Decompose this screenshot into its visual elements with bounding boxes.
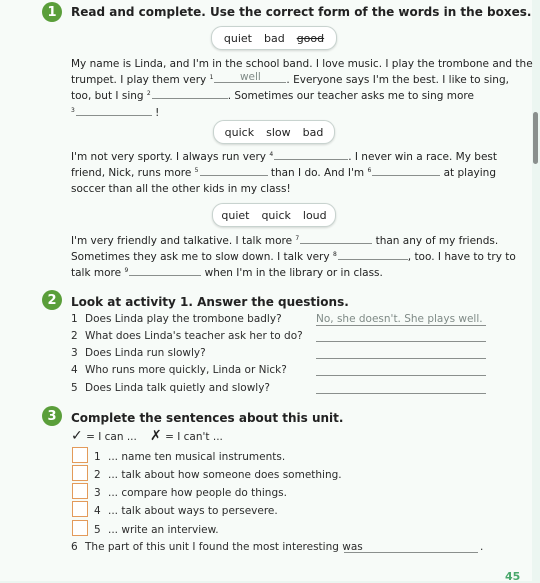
activity-1-heading: Read and complete. Use the correct form of the words in the boxes. — [71, 5, 532, 19]
word-box-word: bad — [263, 31, 285, 45]
answer-blank-1[interactable] — [214, 72, 286, 83]
blank-number: 1 — [209, 74, 214, 81]
answer-blank-7[interactable] — [300, 233, 372, 244]
blank-number: 6 — [367, 167, 372, 174]
check-icon: ✓ — [71, 428, 83, 444]
paragraph-1-line-2: trumpet. I play them very $^1$ well . Everyone says I'm the best. I like to sing, — [71, 71, 509, 86]
word-box-word: quiet — [221, 208, 250, 222]
word-box-word-crossed: good — [296, 31, 325, 45]
answer-blank-2[interactable] — [152, 88, 228, 99]
question-2: 2 What does Linda's teacher ask her to do? — [71, 330, 303, 342]
blank-number: 5 — [194, 167, 199, 174]
can-do-item-5: 5 ... write an interview. — [94, 524, 219, 536]
question-6: 6 The part of this unit I found the most interesting was — [71, 541, 363, 553]
scrollbar[interactable] — [533, 112, 538, 164]
answer-blank-5[interactable] — [200, 165, 268, 176]
answer-line-4[interactable] — [316, 375, 486, 376]
paragraph-3-line-1: I'm very friendly and talkative. I talk more $^7$ than any of my friends. — [71, 235, 499, 247]
blank-number: 9 — [124, 267, 129, 274]
activity-3-badge: 3 — [42, 406, 62, 426]
checkbox-5[interactable] — [72, 520, 88, 536]
blank-number: 2 — [146, 90, 151, 97]
sample-answer-1: No, she doesn't. She plays well. — [316, 313, 483, 325]
word-box-word: bad — [302, 125, 324, 139]
word-box-word: quick — [261, 208, 291, 222]
answer-blank-4[interactable] — [274, 149, 348, 160]
key-can: ✓ = I can ... — [71, 428, 137, 444]
paragraph-2-line-3: soccer than all the other kids in my class! — [71, 183, 291, 195]
word-box-word: slow — [266, 125, 291, 139]
paragraph-1-line-4: $^3$ ! — [71, 107, 160, 119]
word-box-3 — [212, 203, 336, 227]
answer-line-1[interactable] — [316, 325, 486, 326]
paragraph-2-line-1: I'm not very sporty. I always run very $^4$ . I never win a race. My best — [71, 151, 497, 163]
blank-number: 8 — [332, 251, 337, 258]
key-cant: ✗ = I can't ... — [150, 428, 223, 444]
sample-answer: well — [239, 71, 261, 83]
checkbox-1[interactable] — [72, 447, 88, 463]
answer-line-3[interactable] — [316, 358, 486, 359]
question-5: 5 Does Linda talk quietly and slowly? — [71, 382, 271, 394]
can-do-item-1: 1 ... name ten musical instruments. — [94, 451, 286, 463]
can-do-item-3: 3 ... compare how people do things. — [94, 487, 287, 499]
checkbox-4[interactable] — [72, 501, 88, 517]
word-box-word: loud — [302, 208, 327, 222]
activity-2-heading: Look at activity 1. Answer the questions. — [71, 295, 349, 309]
blank-number: 3 — [71, 107, 75, 114]
can-do-item-4: 4 ... talk about ways to persevere. — [94, 505, 278, 517]
page-number: 45 — [505, 570, 521, 583]
activity-1-badge: 1 — [42, 2, 62, 22]
paragraph-3-line-3: talk more $^9$ when I'm in the library or in class. — [71, 267, 383, 279]
question-1: 1 Does Linda play the trombone badly? — [71, 313, 282, 325]
answer-blank-3[interactable] — [76, 105, 152, 116]
paragraph-1-line-3: too, but I sing $^2$ . Sometimes our teacher asks me to sing more — [71, 90, 474, 102]
answer-line-2[interactable] — [316, 341, 486, 342]
word-box-2 — [213, 120, 335, 144]
paragraph-1-line-1: My name is Linda, and I'm in the school band. I love music. I play the trombone and the — [71, 58, 533, 70]
blank-number: 4 — [269, 151, 274, 158]
paragraph-2-line-2: friend, Nick, runs more $^5$ than I do. And I'm $^6$ at playing — [71, 167, 496, 179]
answer-blank-6[interactable] — [372, 165, 440, 176]
blank-number: 7 — [295, 235, 300, 242]
answer-blank-8[interactable] — [338, 249, 408, 260]
activity-2-badge: 2 — [42, 290, 62, 310]
word-box-word: quiet — [223, 31, 252, 45]
question-6-period: . — [480, 541, 484, 553]
word-box-word: quick — [224, 125, 255, 139]
checkbox-2[interactable] — [72, 465, 88, 481]
paragraph-3-line-2: Sometimes they ask me to slow down. I talk very $^8$ , too. I have to try to — [71, 251, 516, 263]
activity-3-heading: Complete the sentences about this unit. — [71, 411, 344, 425]
cross-icon: ✗ — [150, 428, 162, 444]
question-3: 3 Does Linda run slowly? — [71, 347, 206, 359]
checkbox-3[interactable] — [72, 483, 88, 499]
answer-blank-9[interactable] — [129, 265, 201, 276]
answer-line-6[interactable] — [344, 552, 478, 553]
word-box-1 — [211, 26, 337, 50]
question-4: 4 Who runs more quickly, Linda or Nick? — [71, 364, 287, 376]
can-do-item-2: 2 ... talk about how someone does something. — [94, 469, 342, 481]
answer-line-5[interactable] — [316, 393, 486, 394]
